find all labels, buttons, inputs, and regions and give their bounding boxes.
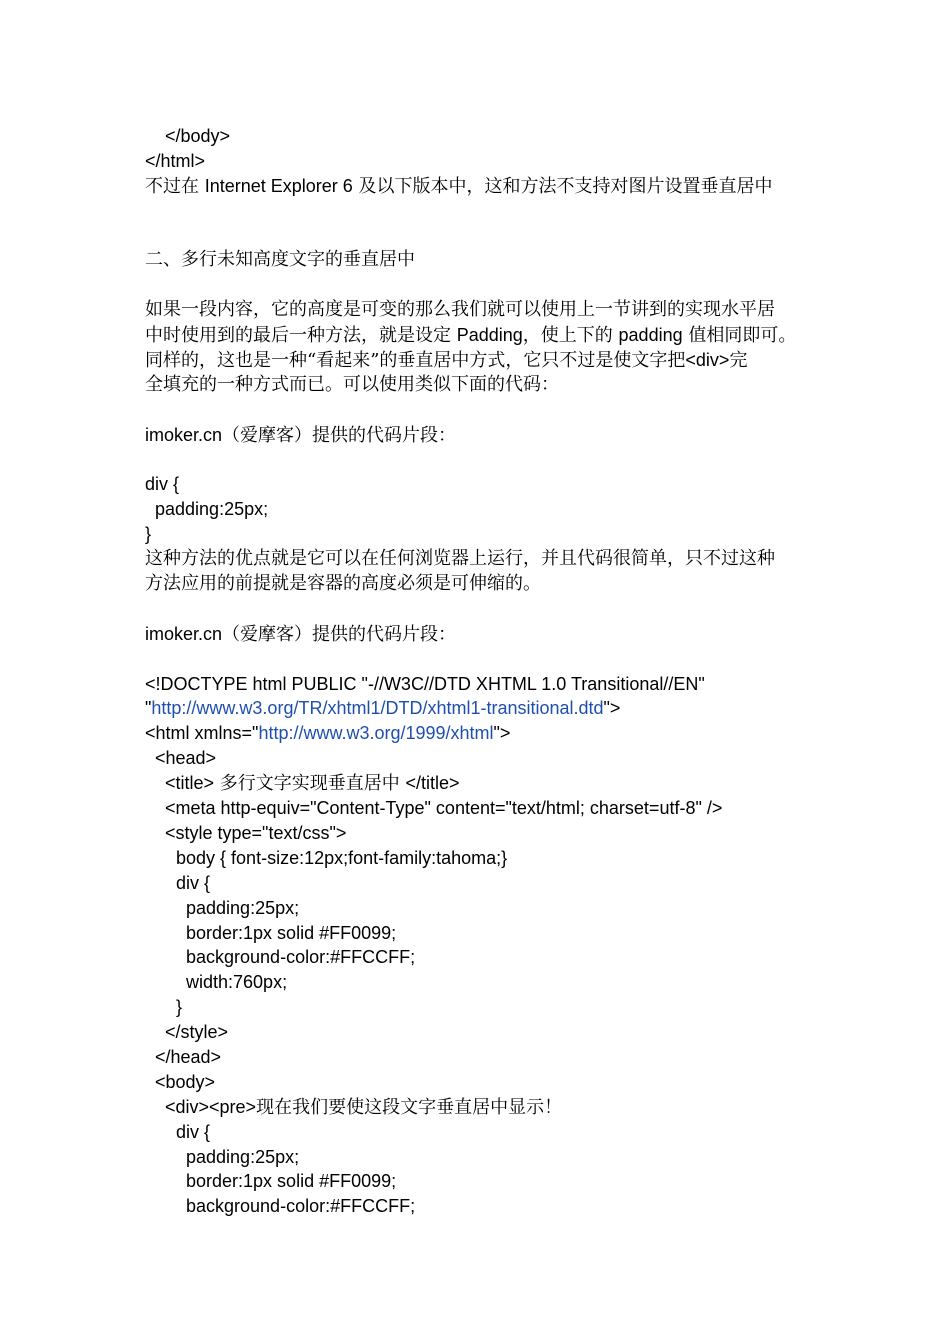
code-line: padding:25px;	[186, 1146, 300, 1167]
code-line: </style>	[165, 1022, 229, 1043]
text-run: 及以下版本中，这和方法不支持对图片设置垂直居中	[352, 175, 773, 197]
code-line: background-color:#FFCCFF;	[186, 947, 416, 968]
code-line: border:1px solid #FF0099;	[186, 922, 397, 943]
code-line	[145, 771, 825, 796]
code-line: </head>	[155, 1046, 222, 1067]
snippet-label	[145, 622, 825, 647]
paragraph-line: 如果一段内容，它的高度是可变的那么我们就可以使用上一节讲到的实现水平居	[145, 299, 775, 321]
code-line: }	[145, 524, 152, 545]
xmlns-link[interactable]: http://www.w3.org/1999/xhtml	[258, 723, 494, 744]
paragraph-line: 这种方法的优点就是它可以在任何浏览器上运行，并且代码很简单，只不过这种	[145, 548, 775, 570]
code-line: <!DOCTYPE html PUBLIC "-//W3C//DTD XHTML 1.0 Transitional//EN"	[145, 673, 705, 694]
paragraph-line	[145, 323, 825, 348]
text-run: ，使上下的	[522, 325, 619, 347]
code-line: </html>	[145, 150, 206, 171]
text-run: Padding	[456, 325, 523, 346]
ie6-note	[145, 174, 825, 199]
code-line: padding:25px;	[155, 499, 269, 520]
code-line	[145, 721, 825, 746]
text-run: <html xmlns="	[145, 723, 259, 744]
code-line: }	[176, 997, 183, 1018]
code-line: <style type="text/css">	[165, 822, 347, 843]
text-run: Internet Explorer 6	[204, 175, 353, 196]
text-run: 同样的，这也是一种“看起来”的垂直居中方式，它只不过是使文字把	[145, 350, 686, 372]
code-line: </body>	[155, 126, 231, 146]
paragraph-line	[145, 348, 825, 373]
text-run: 现在我们要使这段文字垂直居中显示！	[256, 1096, 563, 1118]
code-line: padding:25px;	[186, 897, 300, 918]
code-line: border:1px solid #FF0099;	[186, 1171, 397, 1192]
text-run: ">	[603, 698, 621, 719]
paragraph-line: 全填充的一种方式而已。可以使用类似下面的代码：	[145, 373, 559, 395]
snippet-label	[145, 423, 825, 448]
code-line: body { font-size:12px;font-family:tahoma;}	[176, 847, 508, 868]
paragraph	[145, 298, 825, 398]
code-line: background-color:#FFCCFF;	[186, 1196, 416, 1217]
code-line: div {	[176, 1121, 211, 1142]
text-run: 中时使用到的最后一种方法，就是设定	[145, 325, 457, 347]
text-run: 值相同即可。	[682, 325, 797, 347]
text-run: 不过在	[145, 175, 205, 197]
code-line	[145, 1095, 825, 1120]
dtd-link[interactable]: http://www.w3.org/TR/xhtml1/DTD/xhtml1-transitional.dtd	[151, 698, 604, 719]
site-name: imoker.cn	[145, 424, 223, 445]
text-run: ">	[493, 723, 511, 744]
paragraph-line: 方法应用的前提就是容器的高度必须是可伸缩的。	[145, 573, 541, 595]
text-run: <title>	[165, 773, 215, 794]
text-run: "	[145, 698, 152, 719]
text-run: 完	[729, 350, 748, 372]
code-line: <body>	[155, 1071, 216, 1092]
code-block	[145, 672, 825, 1220]
code-line: div {	[145, 474, 180, 495]
code-line: div {	[176, 872, 211, 893]
site-name: imoker.cn	[145, 623, 223, 644]
code-line: width:760px;	[186, 972, 288, 993]
text-run: 多行文字实现垂直居中	[214, 773, 406, 795]
text-run: <div>	[685, 350, 730, 371]
text-run: </title>	[405, 773, 460, 794]
paragraph	[145, 547, 825, 597]
code-line: <head>	[155, 748, 217, 769]
code-block	[145, 472, 825, 547]
text-run: （爱摩客）提供的代码片段：	[222, 424, 457, 446]
text-run: （爱摩客）提供的代码片段：	[222, 623, 457, 645]
text-run: <div><pre>	[165, 1096, 257, 1117]
code-line: <meta http-equiv="Content-Type" content="text/html; charset=utf-8" />	[165, 798, 723, 819]
document-page	[145, 124, 825, 1219]
section-heading: 二、多行未知高度文字的垂直居中	[145, 249, 415, 271]
code-line	[145, 696, 825, 721]
text-run: padding	[618, 325, 683, 346]
